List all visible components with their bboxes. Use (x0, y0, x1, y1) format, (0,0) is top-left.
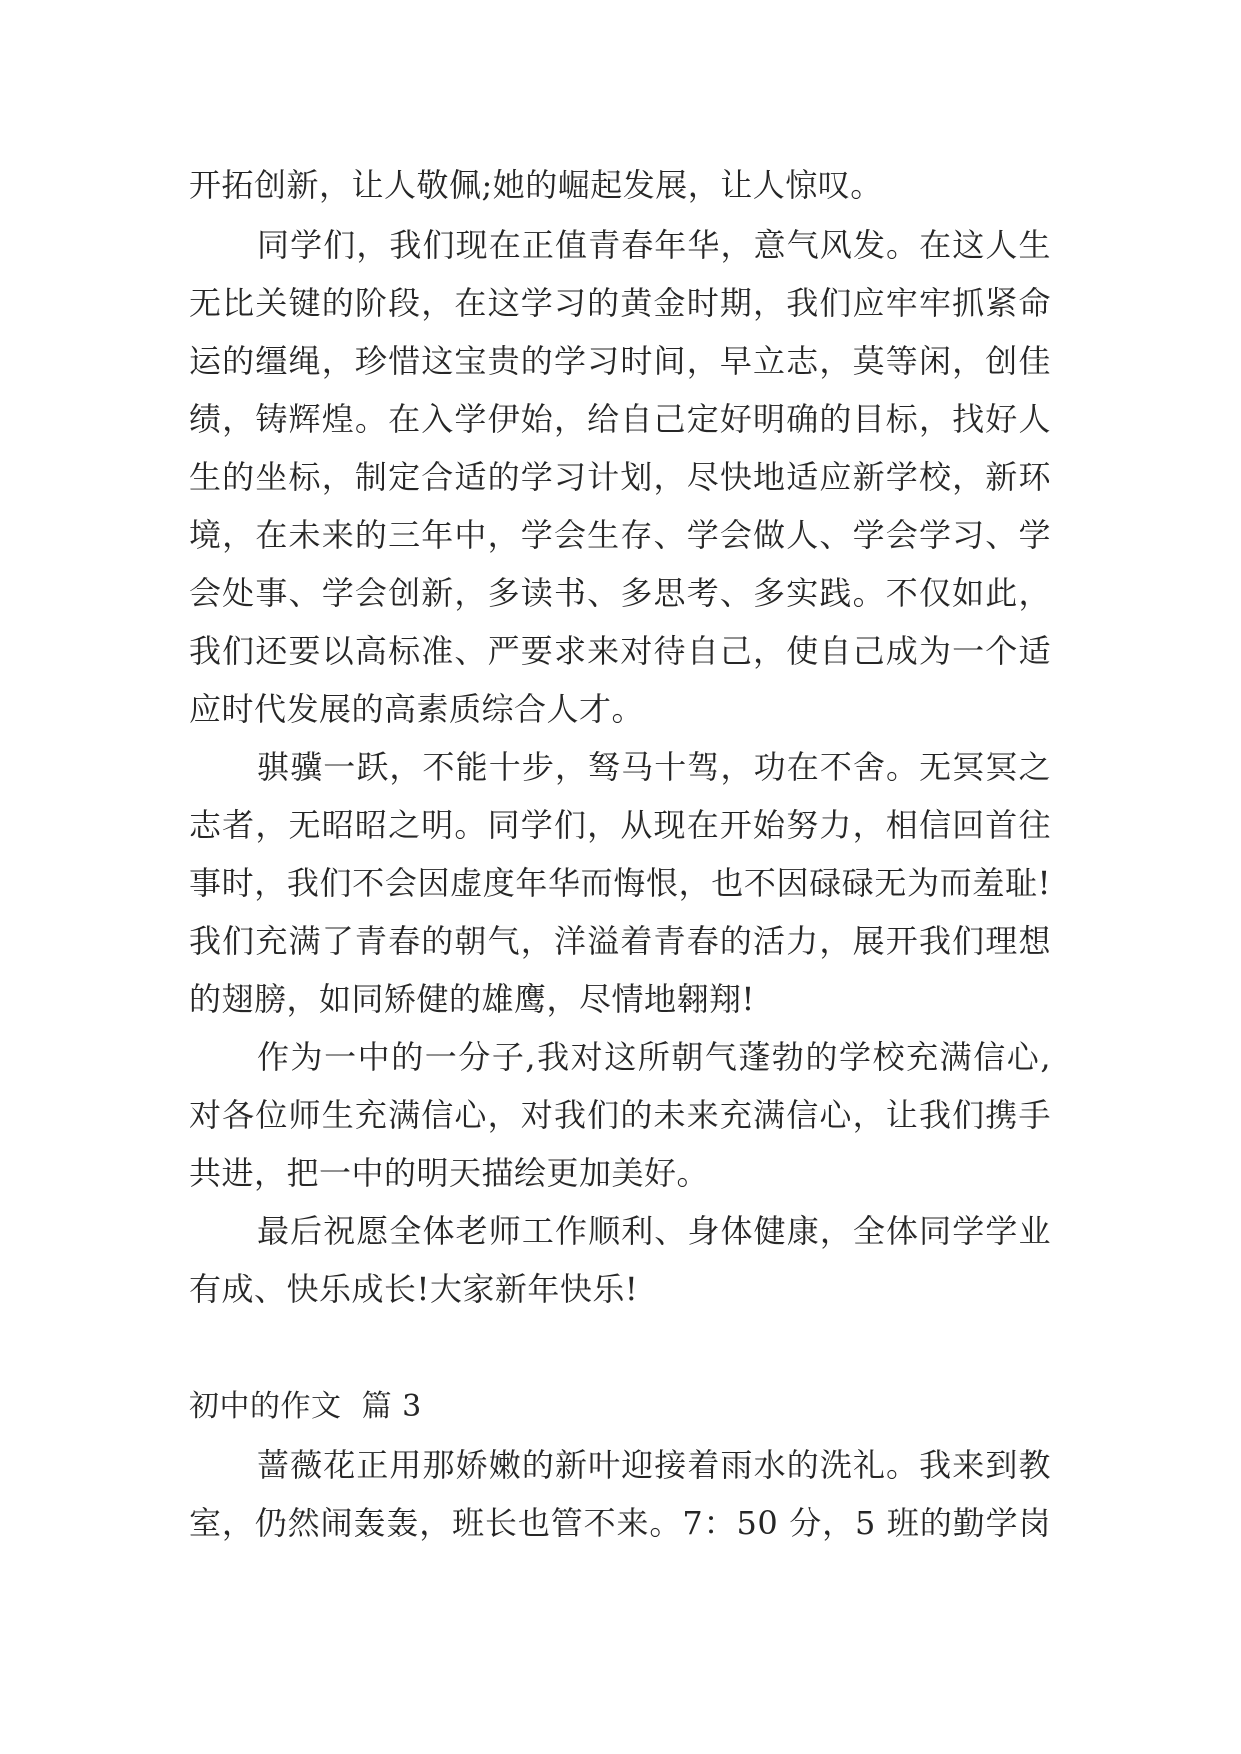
text-line: 的翅膀，如同矫健的雄鹰，尽情地翱翔! (189, 980, 755, 1018)
text-line: 事时，我们不会因虚度年华而悔恨，也不因碌碌无为而羞耻! (189, 864, 1051, 902)
text-line: 有成、快乐成长!大家新年快乐! (189, 1270, 639, 1308)
text-line: 应时代发展的高素质综合人才。 (189, 690, 645, 728)
text-line: 我们充满了青春的朝气，洋溢着青春的活力，展开我们理想 (189, 922, 1051, 960)
paragraph-first-line: 骐骥一跃，不能十步，驽马十驾，功在不舍。无冥冥之 (257, 748, 1051, 786)
text-line: 境，在未来的三年中，学会生存、学会做人、学会学习、学 (189, 516, 1051, 554)
text-line: 我们还要以高标准、严要求来对待自己，使自己成为一个适 (189, 632, 1051, 670)
text-line: 开拓创新，让人敬佩;她的崛起发展，让人惊叹。 (189, 166, 883, 204)
text-line: 志者，无昭昭之明。同学们，从现在开始努力，相信回首往 (189, 806, 1051, 844)
text-line: 生的坐标，制定合适的学习计划，尽快地适应新学校，新环 (189, 458, 1051, 496)
text-line: 绩，铸辉煌。在入学伊始，给自己定好明确的目标，找好人 (189, 400, 1051, 438)
paragraph-first-line: 最后祝愿全体老师工作顺利、身体健康，全体同学学业 (257, 1212, 1051, 1250)
text-line: 共进，把一中的明天描绘更加美好。 (189, 1154, 710, 1192)
text-line: 无比关键的阶段，在这学习的黄金时期，我们应牢牢抓紧命 (189, 284, 1051, 322)
paragraph-first-line: 作为一中的一分子,我对这所朝气蓬勃的学校充满信心, (257, 1038, 1051, 1076)
text-line: 室，仍然闹轰轰，班长也管不来。7：50 分，5 班的勤学岗 (189, 1504, 1051, 1542)
text-line: 对各位师生充满信心，对我们的未来充满信心，让我们携手 (189, 1096, 1051, 1134)
paragraph-first-line: 蔷薇花正用那娇嫩的新叶迎接着雨水的洗礼。我来到教 (257, 1446, 1051, 1484)
section-title: 初中的作文 篇 3 (189, 1389, 422, 1424)
text-line: 会处事、学会创新，多读书、多思考、多实践。不仅如此， (189, 574, 1051, 612)
paragraph-first-line: 同学们，我们现在正值青春年华，意气风发。在这人生 (257, 226, 1051, 264)
text-line: 运的缰绳，珍惜这宝贵的学习时间，早立志，莫等闲，创佳 (189, 342, 1051, 380)
